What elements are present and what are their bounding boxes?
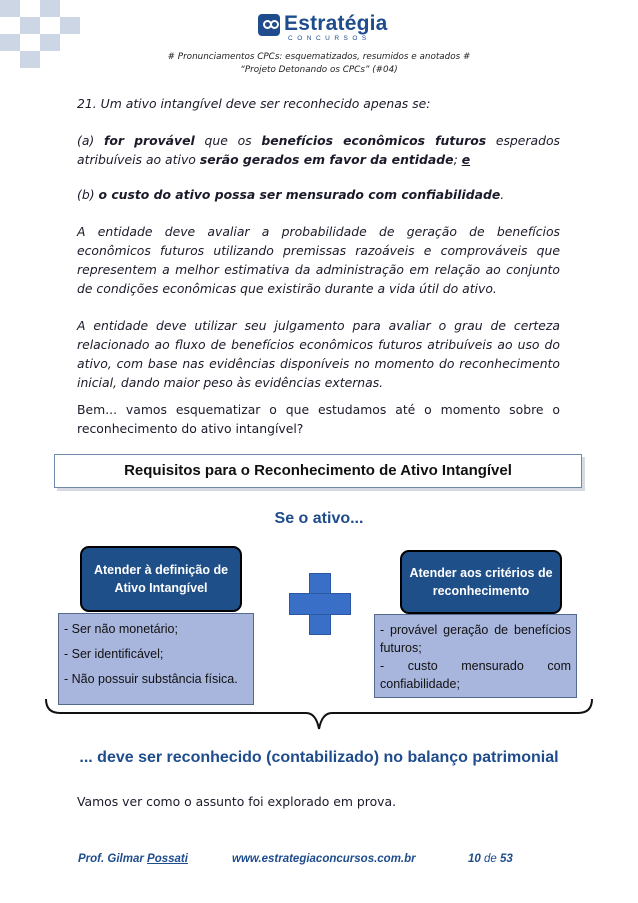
brand-logo xyxy=(258,12,388,48)
left-pill: Atender à definição de Ativo Intangível xyxy=(80,546,242,612)
item-a-prefix: (a) xyxy=(77,133,95,148)
footer-author-prefix: Prof. Gilmar xyxy=(78,853,144,865)
item-b xyxy=(77,185,560,204)
item-a-bold-3: serão gerados em favor da entidade xyxy=(199,152,454,167)
right-item: - provável geração de benefícios futuros; xyxy=(380,623,571,655)
owl-icon xyxy=(258,14,280,36)
logo-sub: CONCURSOS xyxy=(288,35,371,42)
item-a-bold-2: benefícios econômicos futuros xyxy=(261,133,487,148)
footer-page-total: 53 xyxy=(500,853,513,865)
footer-page-of: de xyxy=(484,853,497,865)
right-pill: Atender aos critérios de reconhecimento xyxy=(400,550,562,614)
paragraph-2: A entidade deve utilizar seu julgamento para avaliar o grau de certeza relacionado ao fluxo de benefícios econômicos futuros atribuíveis ao uso do ativo, com base nas evidências disponíveis no momento do reconhecimento inicial, dando maior peso às evidências externas. xyxy=(77,318,560,390)
item-b-bold: o custo do ativo possa ser mensurado com confiabilidade xyxy=(98,187,501,202)
question-21: 21. Um ativo intangível deve ser reconhecido apenas se: xyxy=(77,96,431,111)
item-b-text: . xyxy=(500,187,505,202)
footer-site[interactable]: www.estrategiaconcursos.com.br xyxy=(232,853,416,865)
left-item: - Ser não monetário; xyxy=(64,622,178,636)
left-requirements-box xyxy=(58,613,254,705)
left-item: - Ser identificável; xyxy=(64,647,164,661)
footer-page-number: 10 xyxy=(468,853,481,865)
closing-sentence: Vamos ver como o assunto foi explorado em prova. xyxy=(77,794,397,809)
item-a-text-3: ; xyxy=(453,152,458,167)
logo-name: Estratégia xyxy=(284,12,388,35)
diagram-conclusion: ... deve ser reconhecido (contabilizado) no balanço patrimonial xyxy=(79,749,559,766)
item-a-text-2: esperados atribuíveis ao ativo xyxy=(77,133,560,167)
header-line-1: # Pronunciamentos CPCs: esquematizados, resumidos e anotados # xyxy=(167,52,471,62)
brace-connector xyxy=(44,697,594,733)
right-requirements-box xyxy=(374,614,577,698)
item-a-bold-1: for provável xyxy=(104,133,195,148)
diagram-condition: Se o ativo... xyxy=(274,510,364,527)
paragraph-1: A entidade deve avaliar a probabilidade de geração de benefícios econômicos futuros utilizando premissas razoáveis e comprováveis que representem a melhor estimativa da administração em relação ao conjunto de condições econômicas que existirão durante a vida útil do ativo. xyxy=(77,224,560,296)
paragraph-3: Bem... vamos esquematizar o que estudamos até o momento sobre o reconhecimento do ativo intangível? xyxy=(77,402,560,436)
diagram-banner: Requisitos para o Reconhecimento de Ativo Intangível xyxy=(54,454,582,488)
footer-page xyxy=(468,853,513,865)
item-a xyxy=(77,131,560,169)
header-line-2: “Projeto Detonando os CPCs” (#04) xyxy=(240,65,398,75)
footer-author-last: Possati xyxy=(147,853,188,865)
item-b-prefix: (b) xyxy=(77,187,95,202)
left-item: - Não possuir substância física. xyxy=(64,672,238,686)
plus-icon xyxy=(289,573,349,633)
right-item: - custo mensurado com confiabilidade; xyxy=(380,659,571,691)
item-a-conjunction: e xyxy=(461,152,471,167)
footer-author xyxy=(78,853,188,865)
item-a-text-1: que os xyxy=(204,133,252,148)
